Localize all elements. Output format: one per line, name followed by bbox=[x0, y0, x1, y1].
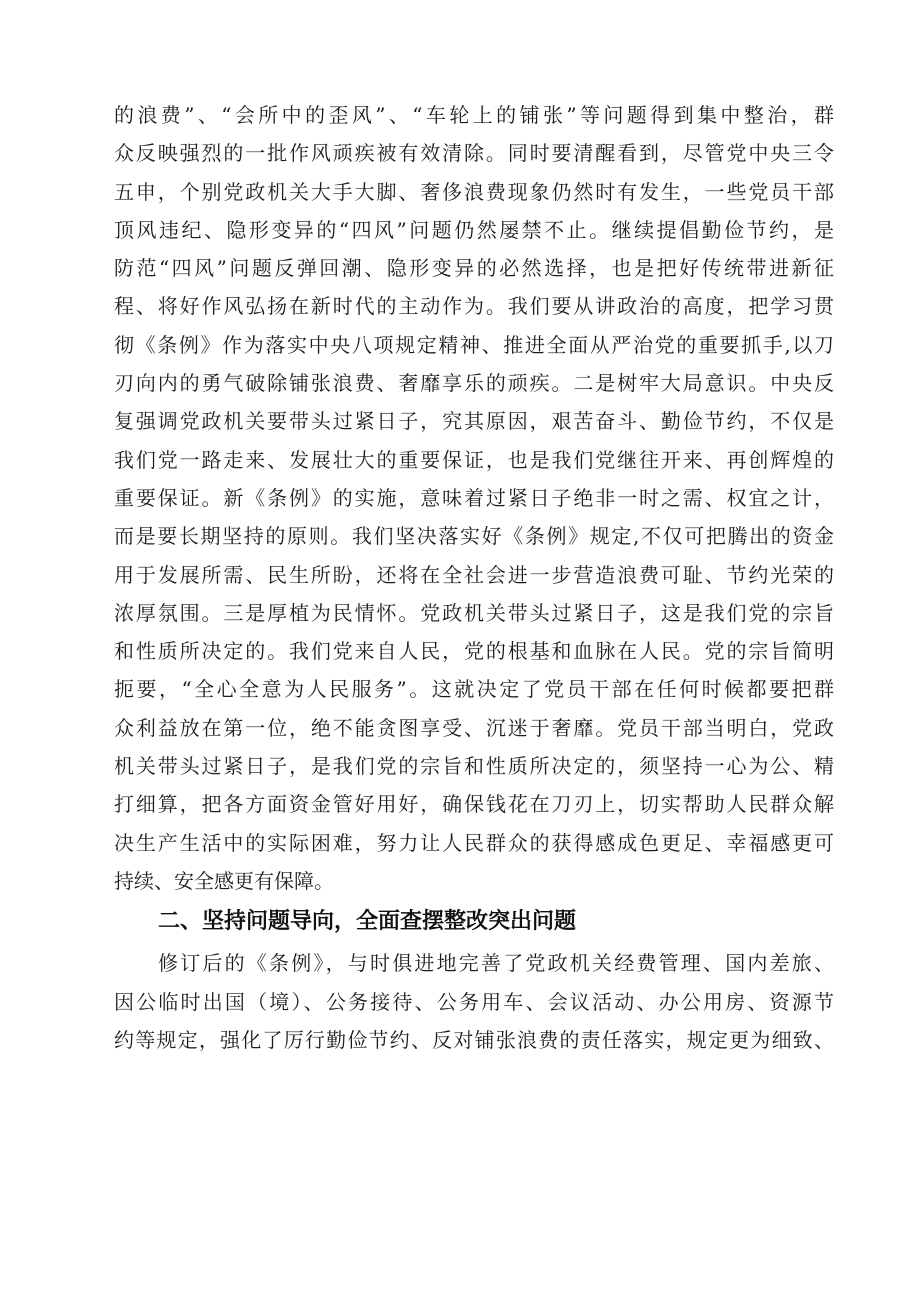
paragraph-1 bbox=[114, 96, 834, 900]
text-line: 修订后的《条例》，与时俱进地完善了党政机关经费管理、国内差旅、 bbox=[158, 951, 834, 976]
text-line: 重要保证。新《条例》的实施，意味着过紧日子绝非一时之需、权宜之计， bbox=[114, 485, 834, 510]
text-line: 扼要，“全心全意为人民服务”。这就决定了党员干部在任何时候都要把群 bbox=[114, 677, 834, 702]
text-line: 决生产生活中的实际困难，努力让人民群众的获得感成色更足、幸福感更可 bbox=[114, 830, 834, 855]
text-line: 我们党一路走来、发展壮大的重要保证，也是我们党继往开来、再创辉煌的 bbox=[114, 447, 834, 472]
text-line: 五申，个别党政机关大手大脚、奢侈浪费现象仍然时有发生，一些党员干部 bbox=[114, 179, 834, 204]
text-line: 彻《条例》作为落实中央八项规定精神、推进全面从严治党的重要抓手,以刀 bbox=[114, 332, 834, 357]
paragraph-2 bbox=[114, 944, 834, 1059]
text-line: 浓厚氛围。三是厚植为民情怀。党政机关带头过紧日子，这是我们党的宗旨 bbox=[114, 600, 834, 625]
text-line: 众反映强烈的一批作风顽疾被有效清除。同时要清醒看到，尽管党中央三令 bbox=[114, 141, 834, 166]
text-line: 刃向内的勇气破除铺张浪费、奢靡享乐的顽疾。二是树牢大局意识。中央反 bbox=[114, 371, 834, 396]
text-line: 程、将好作风弘扬在新时代的主动作为。我们要从讲政治的高度，把学习贯 bbox=[114, 294, 834, 319]
text-line: 而是要长期坚持的原则。我们坚决落实好《条例》规定,不仅可把腾出的资金 bbox=[114, 524, 834, 549]
document-body bbox=[114, 96, 834, 1059]
section-heading: 二、坚持问题导向，全面查摆整改突出问题 bbox=[158, 909, 577, 935]
text-line: 和性质所决定的。我们党来自人民，党的根基和血脉在人民。党的宗旨简明 bbox=[114, 639, 834, 664]
text-line: 打细算，把各方面资金管好用好，确保钱花在刀刃上，切实帮助人民群众解 bbox=[114, 792, 834, 817]
text-line: 因公临时出国（境）、公务接待、公务用车、会议活动、办公用房、资源节 bbox=[114, 989, 834, 1014]
text-line: 顶风违纪、隐形变异的“四风”问题仍然屡禁不止。继续提倡勤俭节约，是 bbox=[114, 217, 834, 242]
text-line: 机关带头过紧日子，是我们党的宗旨和性质所决定的，须坚持一心为公、精 bbox=[114, 754, 834, 779]
text-line: 防范“四风”问题反弹回潮、隐形变异的必然选择，也是把好传统带进新征 bbox=[114, 256, 834, 281]
text-line: 复强调党政机关要带头过紧日子，究其原因，艰苦奋斗、勤俭节约，不仅是 bbox=[114, 409, 834, 434]
text-line: 众利益放在第一位，绝不能贪图享受、沉迷于奢靡。党员干部当明白，党政 bbox=[114, 715, 834, 740]
text-line: 用于发展所需、民生所盼，还将在全社会进一步营造浪费可耻、节约光荣的 bbox=[114, 562, 834, 587]
text-line: 约等规定，强化了厉行勤俭节约、反对铺张浪费的责任落实，规定更为细致、 bbox=[114, 1027, 834, 1052]
text-line: 的浪费”、“会所中的歪风”、“车轮上的铺张”等问题得到集中整治，群 bbox=[114, 103, 834, 127]
text-line: 持续、安全感更有保障。 bbox=[114, 868, 334, 893]
